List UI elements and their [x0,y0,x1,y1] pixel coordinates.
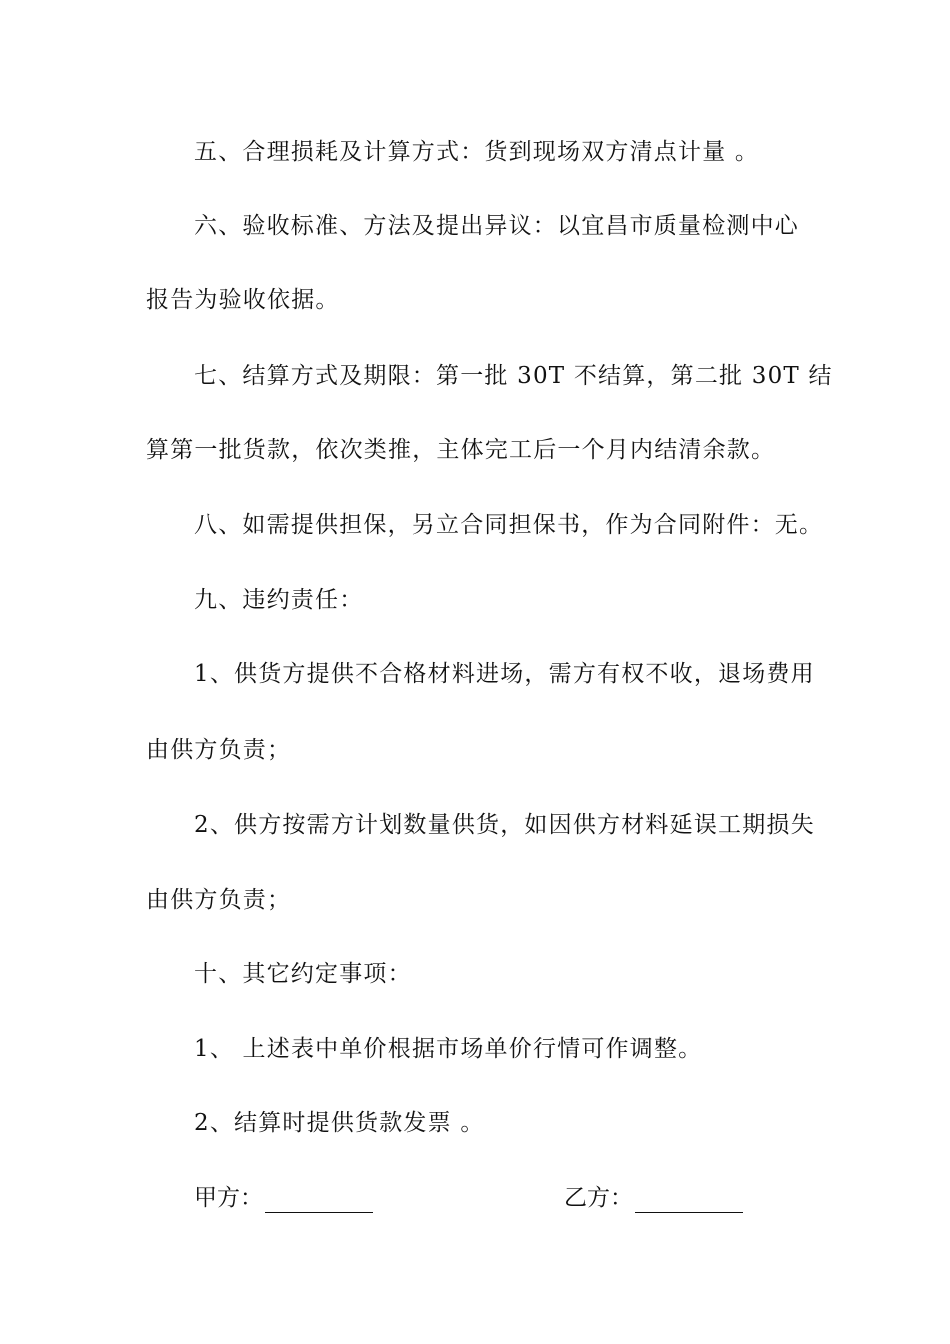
clause-9-item-1: 1、供货方提供不合格材料进场，需方有权不收，退场费用 [194,661,815,687]
clause-10-item-2: 2、结算时提供货款发票 。 [194,1110,485,1136]
clause-7-text-continued: 算第一批货款，依次类推，主体完工后一个月内结清余款。 [146,437,776,463]
clause-5-text: 五、合理损耗及计算方式：货到现场双方清点计量 。 [194,139,760,165]
clause-10-heading: 十、其它约定事项： [194,961,412,987]
party-a-signature-line [265,1190,373,1213]
party-a-signature [194,1183,373,1213]
party-b-signature-line [635,1190,743,1213]
clause-6-text: 六、验收标准、方法及提出异议：以宜昌市质量检测中心 [194,213,799,239]
clause-8-text: 八、如需提供担保，另立合同担保书，作为合同附件：无。 [194,512,824,538]
clause-9-heading: 九、违约责任： [194,587,364,613]
clause-6-text-continued: 报告为验收依据。 [146,287,340,313]
clause-9-item-2-continued: 由供方负责； [146,887,292,913]
clause-9-item-1-continued: 由供方负责； [146,737,292,763]
clause-10-item-1: 1、 上述表中单价根据市场单价行情可作调整。 [194,1036,703,1062]
clause-7-text: 七、结算方式及期限：第一批 30T 不结算，第二批 30T 结 [194,363,833,389]
party-a-label: 甲方： [194,1185,263,1211]
party-b-signature [564,1183,743,1213]
party-b-label: 乙方： [564,1185,633,1211]
clause-9-item-2: 2、供方按需方计划数量供货，如因供方材料延误工期损失 [194,812,815,838]
